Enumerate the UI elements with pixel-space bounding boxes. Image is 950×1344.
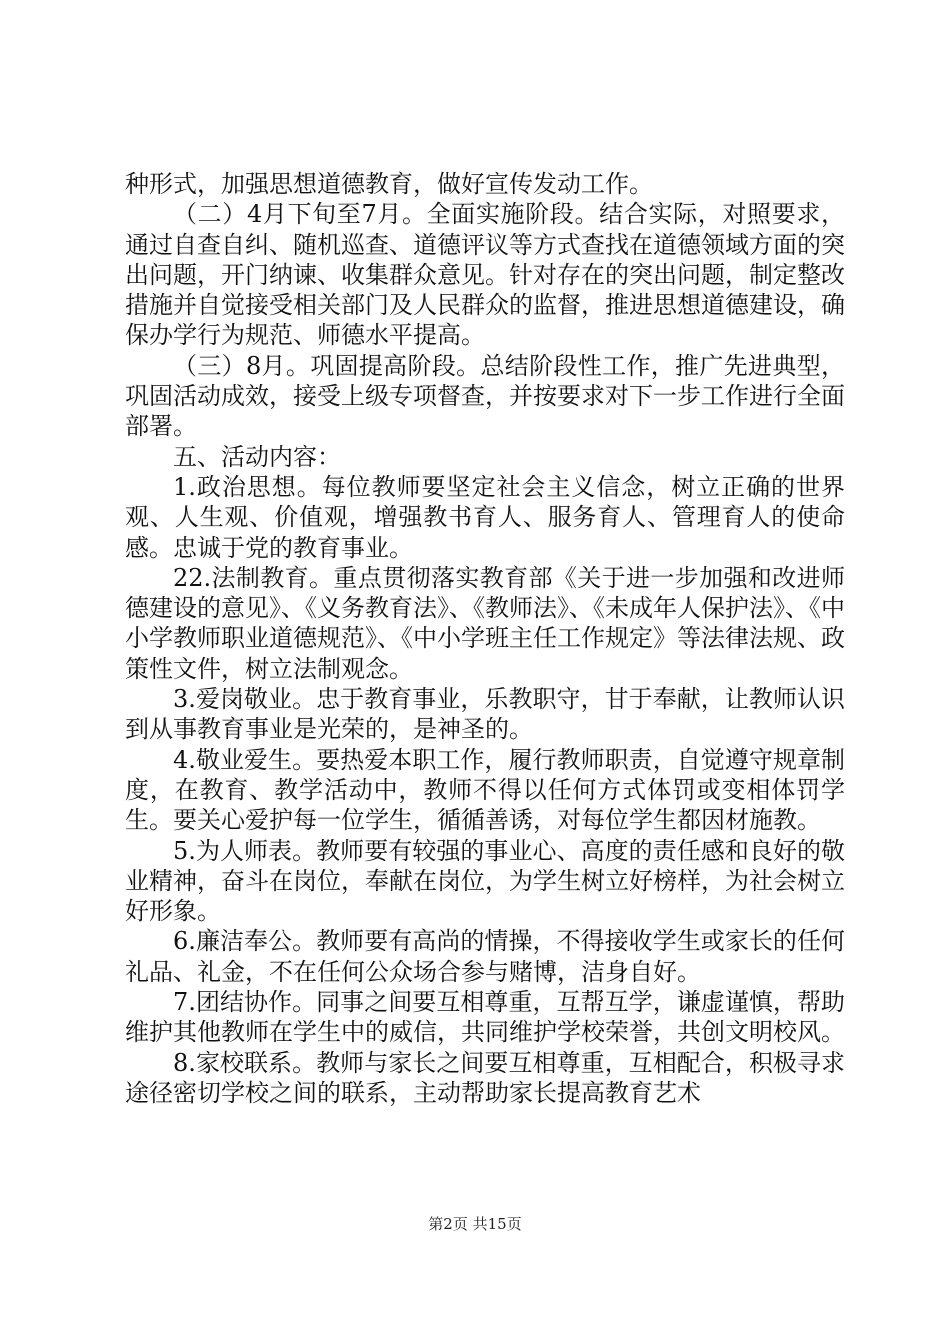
paragraph-item-3: 3.爱岗敬业。忠于教育事业，乐教职守，甘于奉献，让教师认识到从事教育事业是光荣的，是神圣的。 bbox=[125, 685, 845, 744]
paragraph-item-6: 6.廉洁奉公。教师要有高尚的情操，不得接收学生或家长的任何礼品、礼金，不在任何公众场合参与赌博，洁身自好。 bbox=[125, 927, 845, 986]
paragraph-item-2: 22.法制教育。重点贯彻落实教育部《关于进一步加强和改进师德建设的意见》、《义务教育法》、《教师法》、《未成年人保护法》、《中小学教师职业道德规范》、《中小学班主任工作规定》等法律法规、政策性文件，树立法制观念。 bbox=[125, 563, 845, 683]
page-number-footer: 第2页 共15页 bbox=[428, 1215, 522, 1233]
paragraph-item-8: 8.家校联系。教师与家长之间要互相尊重，互相配合，积极寻求途径密切学校之间的联系，主动帮助家长提高教育艺术 bbox=[125, 1048, 845, 1107]
paragraph-item-7: 7.团结协作。同事之间要互相尊重，互帮互学，谦虚谨慎，帮助维护其他教师在学生中的威信，共同维护学校荣誉，共创文明校风。 bbox=[125, 988, 845, 1047]
paragraph-phase-two: （二）4月下旬至7月。全面实施阶段。结合实际，对照要求，通过自查自纠、随机巡查、道德评议等方式查找在道德领域方面的突出问题，开门纳谏、收集群众意见。针对存在的突出问题，制定整改措施并自觉接受相关部门及人民群众的监督，推进思想道德建设，确保办学行为规范、师德水平提高。 bbox=[125, 200, 845, 350]
paragraph-item-4: 4.敬业爱生。要热爱本职工作，履行教师职责，自觉遵守规章制度，在教育、教学活动中，教师不得以任何方式体罚或变相体罚学生。要关心爱护每一位学生，循循善诱，对每位学生都因材施教。 bbox=[125, 745, 845, 835]
paragraph-item-5: 5.为人师表。教师要有较强的事业心、高度的责任感和良好的敬业精神，奋斗在岗位，奉献在岗位，为学生树立好榜样，为社会树立好形象。 bbox=[125, 836, 845, 926]
paragraph-item-1: 1.政治思想。每位教师要坚定社会主义信念，树立正确的世界观、人生观、价值观，增强教书育人、服务育人、管理育人的使命感。忠诚于党的教育事业。 bbox=[125, 472, 845, 562]
paragraph-continuation: 种形式，加强思想道德教育，做好宣传发动工作。 bbox=[125, 170, 653, 198]
document-body bbox=[125, 169, 845, 1108]
section-heading-activity-content: 五、活动内容： bbox=[173, 442, 341, 471]
paragraph-phase-three: （三）8月。巩固提高阶段。总结阶段性工作，推广先进典型，巩固活动成效，接受上级专项督查，并按要求对下一步工作进行全面部署。 bbox=[125, 351, 845, 441]
